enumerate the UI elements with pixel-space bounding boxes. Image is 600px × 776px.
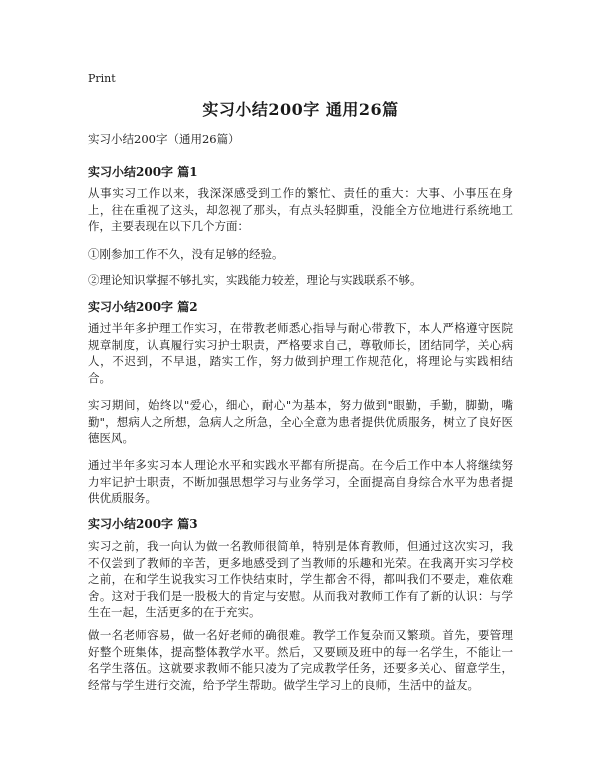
document-subtitle: 实习小结200字（通用26篇） [88, 132, 240, 146]
section-2-paragraph-1: 通过半年多护理工作实习，在带教老师悉心指导与耐心带教下，本人严格遵守医院规章制度，认真履行实习护士职责，严格要求自己，尊敬师长，团结同学，关心病人，不迟到，不早退，踏实工作，努力做到护理工作规范化，将理论与实践相结合。 [88, 321, 513, 385]
print-label[interactable]: Print [88, 72, 116, 85]
section-3-paragraph-1: 实习之前，我一向认为做一名教师很简单，特别是体育教师，但通过这次实习，我不仅尝到了教师的辛苦，更多地感受到了当教师的乐趣和光荣。在我离开实习学校之前，在和学生说我实习工作快结束时，学生都舍不得，都叫我们不要走，难依难舍。这对于我们是一股极大的肯定与安慰。从而我对教师工作有了新的认识：与学生在一起，生活更多的在于充实。 [88, 539, 513, 619]
section-heading-1: 实习小结200字 篇1 [88, 165, 198, 179]
section-3-paragraph-2: 做一名老师容易，做一名好老师的确很难。教学工作复杂而又繁琐。首先，要管理好整个班集体，提高整体教学水平。然后，又要顾及班中的每一名学生，不能让一名学生落伍。这就要求教师不能只凌为了完成教学任务，还要多关心、留意学生，经常与学生进行交流，给予学生帮助。做学生学习上的良师，生活中的益友。 [88, 628, 513, 692]
section-heading-2: 实习小结200字 篇2 [88, 300, 198, 314]
page-title: 实习小结200字 通用26篇 [202, 100, 399, 119]
section-2-paragraph-3: 通过半年多实习本人理论水平和实践水平都有所提高。在今后工作中本人将继续努力牢记护士职责，不断加强思想学习与业务学习，全面提高自身综合水平为患者提供优质服务。 [88, 458, 513, 505]
section-1-paragraph-1: 从事实习工作以来，我深深感受到工作的繁忙、责任的重大：大事、小事压在身上，往在重视了这头，却忽视了那头，有点头轻脚重，没能全方位地进行系统地工作，主要表现在以下几个方面： [88, 186, 513, 233]
section-heading-3: 实习小结200字 篇3 [88, 517, 198, 531]
section-1-paragraph-3: ②理论知识掌握不够扎实，实践能力较差，理论与实践联系不够。 [88, 273, 422, 287]
section-1-paragraph-2: ①刚参加工作不久，没有足够的经验。 [88, 247, 284, 261]
section-2-paragraph-2: 实习期间，始终以"爱心，细心，耐心"为基本，努力做到"眼勤，手勤，脚勤，嘴勤"，想病人之所想，急病人之所急，全心全意为患者提供优质服务，树立了良好医德医风。 [88, 398, 513, 445]
